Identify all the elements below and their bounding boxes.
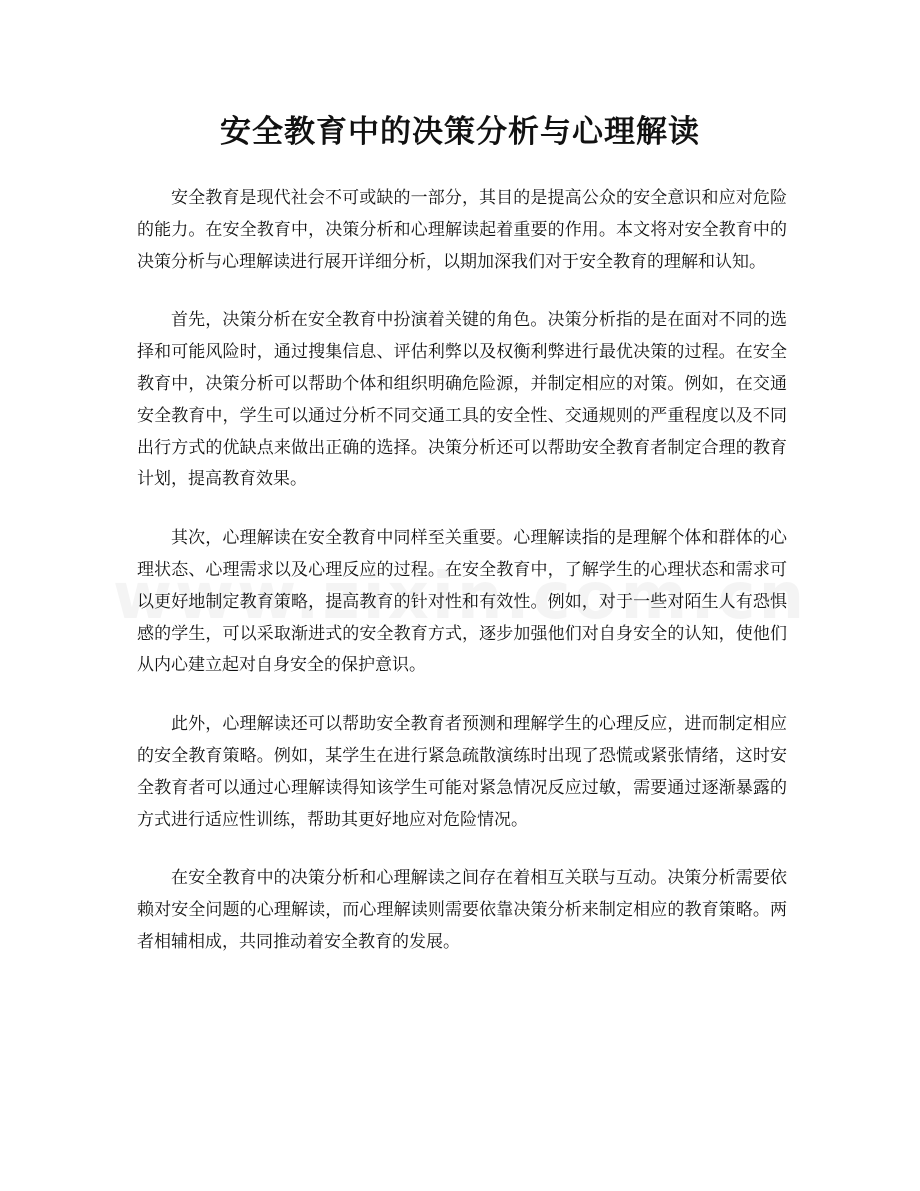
document-body (137, 183, 787, 986)
paragraph-prediction: 此外，心理解读还可以帮助安全教育者预测和理解学生的心理反应，进而制定相应的安全教育策略。例如，某学生在进行紧急疏散演练时出现了恐慌或紧张情绪，这时安全教育者可以通过心理解读得知该学生可能对紧急情况反应过敏，需要通过逐渐暴露的方式进行适应性训练，帮助其更好地应对危险情况。 (137, 714, 787, 830)
page-title: 安全教育中的决策分析与心理解读 (220, 114, 700, 150)
paragraph-intro: 安全教育是现代社会不可或缺的一部分，其目的是提高公众的安全意识和应对危险的能力。在安全教育中，决策分析和心理解读起着重要的作用。本文将对安全教育中的决策分析与心理解读进行展开详细分析，以期加深我们对于安全教育的理解和认知。 (137, 188, 787, 272)
paragraph-conclusion: 在安全教育中的决策分析和心理解读之间存在着相互关联与互动。决策分析需要依赖对安全问题的心理解读，而心理解读则需要依靠决策分析来制定相应的教育策略。两者相辅相成，共同推动着安全教育的发展。 (137, 868, 787, 952)
paragraph-psychological-reading: 其次，心理解读在安全教育中同样至关重要。心理解读指的是理解个体和群体的心理状态、心理需求以及心理反应的过程。在安全教育中，了解学生的心理状态和需求可以更好地制定教育策略，提高教育的针对性和有效性。例如，对于一些对陌生人有恐惧感的学生，可以采取渐进式的安全教育方式，逐步加强他们对自身安全的认知，使他们从内心建立起对自身安全的保护意识。 (137, 528, 787, 676)
paragraph-decision-analysis: 首先，决策分析在安全教育中扮演着关键的角色。决策分析指的是在面对不同的选择和可能风险时，通过搜集信息、评估利弊以及权衡利弊进行最优决策的过程。在安全教育中，决策分析可以帮助个体和组织明确危险源，并制定相应的对策。例如，在交通安全教育中，学生可以通过分析不同交通工具的安全性、交通规则的严重程度以及不同出行方式的优缺点来做出正确的选择。决策分析还可以帮助安全教育者制定合理的教育计划，提高教育效果。 (137, 310, 787, 490)
